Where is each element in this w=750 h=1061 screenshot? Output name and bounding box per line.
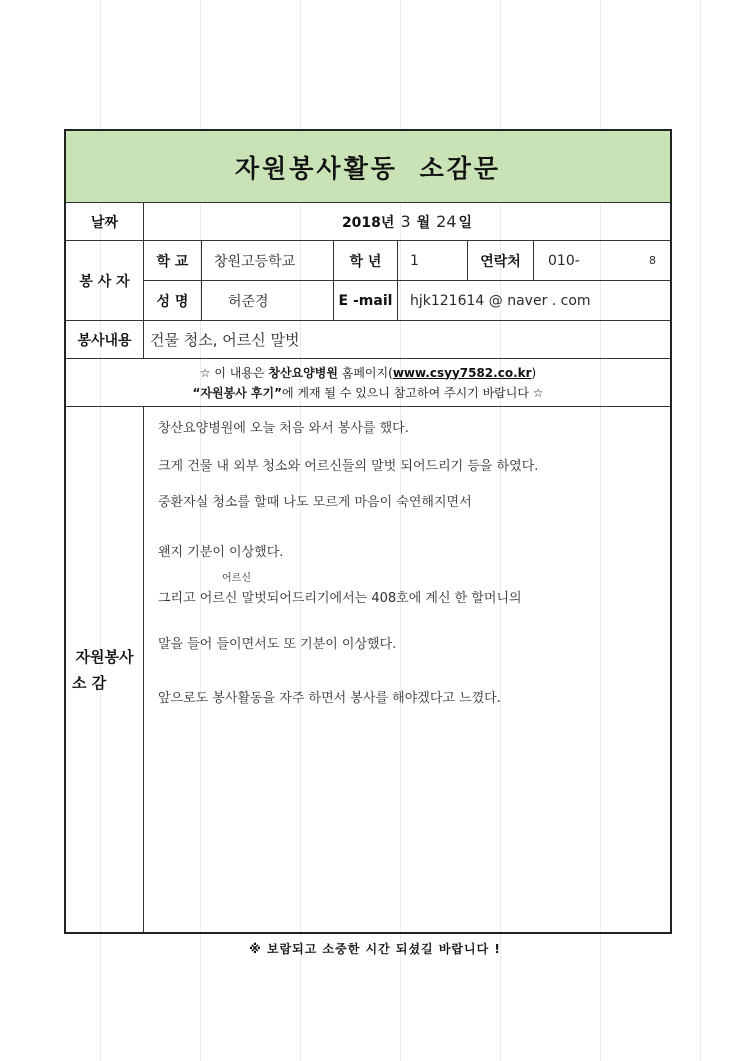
name-label: 성 명 xyxy=(144,281,202,321)
essay-insert-note: 어르신 xyxy=(222,573,251,584)
homepage-link[interactable]: www.csyy7582.co.kr xyxy=(392,365,532,380)
date-month-unit: 월 xyxy=(416,214,431,231)
essay-label-line-1: 자원봉사 xyxy=(75,647,134,666)
contact-field[interactable] xyxy=(534,241,670,280)
contact-label: 연락처 xyxy=(468,241,534,280)
essay-line: 말을 들어 들이면서도 또 기분이 이상했다. xyxy=(158,637,397,652)
date-label: 날짜 xyxy=(66,203,144,240)
essay-line: 왠지 기분이 이상했다. xyxy=(158,545,284,560)
footer-message: ※ 보람되고 소중한 시간 되셨길 바랍니다 ! xyxy=(249,942,501,956)
essay-label-line-2: 소 감 xyxy=(72,673,107,692)
school-field[interactable]: 창원고등학교 xyxy=(202,241,334,280)
grade-field[interactable]: 1 xyxy=(398,241,468,280)
essay-line: 그리고 어르신 말벗되어드리기에서는 408호에 계신 한 할머니의 xyxy=(158,591,522,606)
date-month-value: 3 xyxy=(400,212,411,231)
date-field[interactable] xyxy=(144,203,670,240)
contact-value: 010- xyxy=(548,252,580,269)
service-content-row xyxy=(66,321,670,359)
essay-text-area[interactable] xyxy=(144,407,670,932)
essay-row xyxy=(66,407,670,932)
volunteer-label: 봉 사 자 xyxy=(66,241,144,320)
email-field[interactable]: hjk121614 @ naver . com xyxy=(410,293,591,309)
volunteer-row-bottom xyxy=(144,281,670,321)
date-year: 2018년 xyxy=(341,214,395,231)
name-field[interactable]: 허준경 xyxy=(202,281,334,321)
notice xyxy=(66,359,670,407)
service-content-label: 봉사내용 xyxy=(66,321,144,358)
date-row xyxy=(66,203,670,241)
form-title: 자원봉사활동 소감문 xyxy=(234,153,502,183)
notice-line-2: “자원봉사 후기”에 게재 될 수 있으니 참고하여 주시기 바랍니다 ☆ xyxy=(192,385,544,400)
date-day-unit: 일 xyxy=(458,214,473,231)
email-label: E -mail xyxy=(334,281,398,321)
date-day-value: 24 xyxy=(436,212,457,231)
essay-label xyxy=(66,407,144,932)
essay-line: 중환자실 청소를 할때 나도 모르게 마음이 숙연해지면서 xyxy=(158,495,472,510)
service-content-field[interactable]: 건물 청소, 어르신 말벗 xyxy=(150,331,300,349)
hospital-name: 창산요양병원 xyxy=(268,365,338,380)
school-label: 학 교 xyxy=(144,241,202,280)
review-board-name: “자원봉사 후기” xyxy=(192,385,282,400)
volunteer-row-top xyxy=(144,241,670,281)
contact-tail: 8 xyxy=(649,254,656,267)
grade-label: 학 년 xyxy=(334,241,398,280)
essay-line: 크게 건물 내 외부 청소와 어르신들의 말벗 되어드리기 등을 하였다. xyxy=(158,459,539,474)
volunteer-report-form xyxy=(64,129,672,934)
notice-line-1: ☆ 이 내용은 창산요양병원 홈페이지(www.csyy7582.co.kr) xyxy=(199,365,537,380)
volunteer-row xyxy=(66,241,670,321)
essay-line: 창산요양병원에 오늘 처음 와서 봉사를 했다. xyxy=(158,421,409,436)
essay-line: 앞으로도 봉사활동을 자주 하면서 봉사를 해야겠다고 느꼈다. xyxy=(158,691,501,706)
form-title-bar xyxy=(66,131,670,203)
